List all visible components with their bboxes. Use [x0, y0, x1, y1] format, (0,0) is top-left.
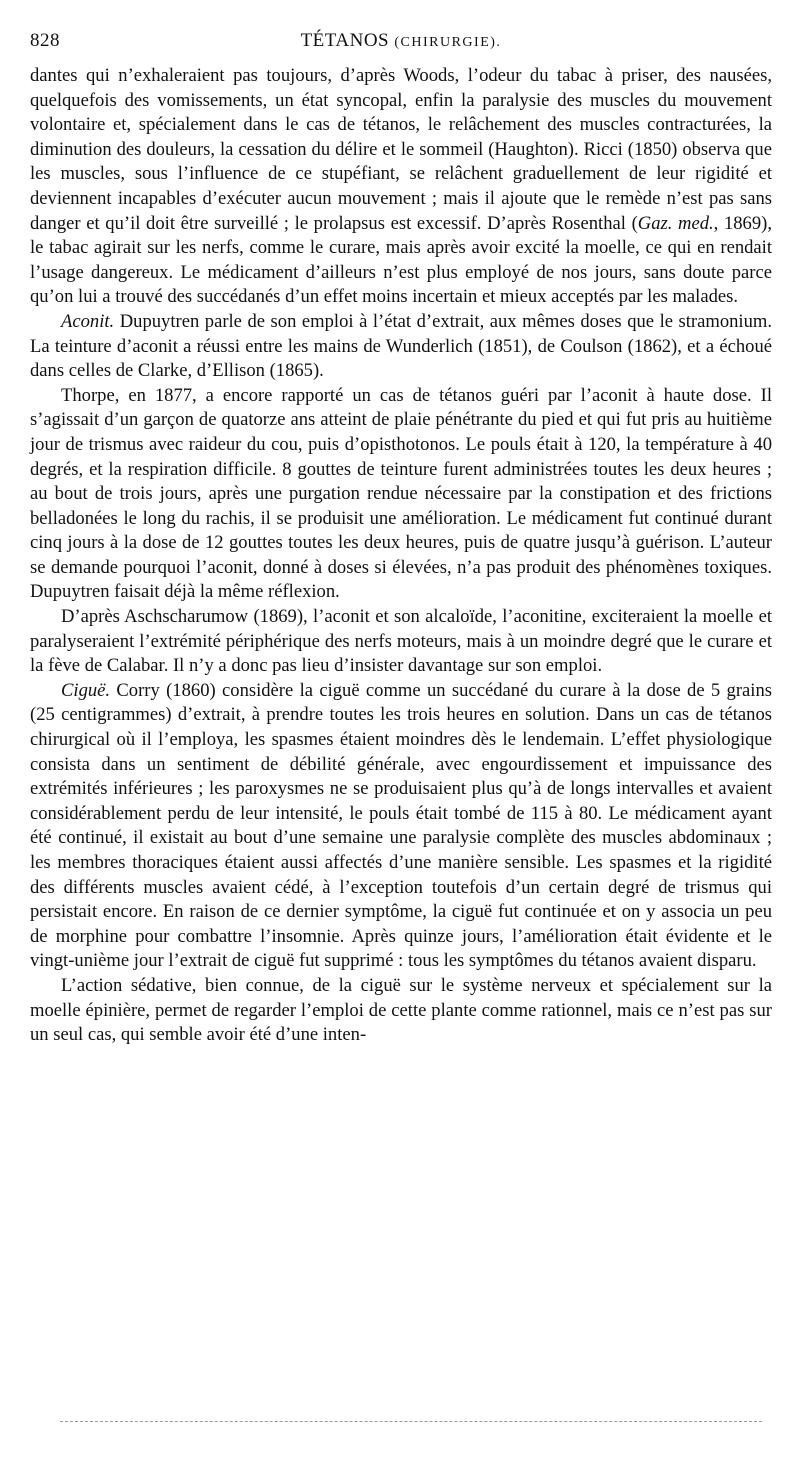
- footer-rule: [60, 1421, 762, 1422]
- paragraph-text: Corry (1860) considère la ciguë comme un succédané du curare à la dose de 5 grains (25 centigrammes) d’extrait, à prendre toutes les trois heures en solution. Dans un cas de tétanos chirurgical où il l’employa, les spasmes étaient moindres dès le lendemain. L’effet physiologique consista dans un sentiment de débilité générale, avec engourdissement et impuissance des extrémités inférieures ; les paroxysmes ne se produisaient plus qu’à de longs intervalles et avaient considérablement perdu de leur intensité, le pouls était tombé de 115 à 80. Le médicament ayant été continué, il existait au bout d’une semaine une paralysie complète des muscles abdominaux ; les membres thoraciques étaient aussi affectés d’une manière sensible. Les spasmes et la rigidité des différents muscles avaient cédé, à l’exception toutefois d’un certain degré de trismus qui persistait encore. En raison de ce dernier symptôme, la ciguë fut continuée et on y associa un peu de morphine pour combattre l’insomnie. Après quinze jours, l’amélioration était évidente et le vingt-unième jour l’extrait de ciguë fut supprimé : tous les symptômes du tétanos avaient disparu.: [30, 679, 772, 972]
- page-number: 828: [30, 30, 60, 51]
- paragraph-text: dantes qui n’exhaleraient pas toujours, d’après Woods, l’odeur du tabac à priser, des nausées, quelquefois des vomissements, un état syncopal, enfin la paralysie des muscles du mouvement volontaire et, spécialement dans le cas de tétanos, le relâchement des muscles contracturées, la diminution des douleurs, la cessation du délire et le sommeil (Haughton). Ricci (1850) observa que les muscles, sous l’influence de ce stupéfiant, se relâchent graduellement de leur rigidité et deviennent incapables d’exécuter aucun mouvement ; mais il ajoute que le remède n’est pas sans danger et qu’il doit être surveillé ; le prolapsus est excessif. D’après Rosenthal (: [30, 65, 772, 234]
- paragraph-tabac: [30, 64, 772, 310]
- running-title-main: TÉTANOS: [300, 30, 390, 51]
- paragraph-text: L’action sédative, bien connue, de la ciguë sur le système nerveux et spécialement sur la moelle épinière, permet de regarder l’emploi de cette plante comme rationnel, mais ce n’est pas sur un seul cas, qui semble avoir été d’une inten-: [30, 974, 772, 1046]
- journal-reference: Gaz. med.: [637, 212, 714, 234]
- body-text: [30, 64, 772, 1048]
- paragraph-text: Dupuytren parle de son emploi à l’état d’extrait, aux mêmes doses que le stramonium. La teinture d’aconit a réussi entre les mains de Wunderlich (1851), de Coulson (1862), et a échoué dans celles de Clarke, d’Ellison (1865).: [30, 310, 772, 382]
- running-head: [30, 28, 772, 60]
- paragraph-action-sedative: [30, 974, 772, 1048]
- paragraph-text: D’après Aschscharumow (1869), l’aconit et son alcaloïde, l’aconitine, exciteraient la moelle et paralyseraient l’extrémité périphérique des nerfs moteurs, mais à un moindre degré que le curare et la fève de Calabar. Il n’y a donc pas lieu d’insister davantage sur son emploi.: [30, 606, 772, 677]
- paragraph-aschscharumow: [30, 605, 772, 679]
- paragraph-aconit: [30, 310, 772, 384]
- section-lead-aconit: Aconit.: [61, 310, 115, 332]
- paragraph-text-continued: , 1869), le tabac agirait sur les nerfs, comme le curare, mais après avoir excité la moelle, ce qui en rendait l’usage dangereux. Le médicament d’ailleurs n’est plus employé de nos jours, sans doute parce qu’on lui a trouvé des succédanés d’un effet moins incertain et mieux acceptés par les malades.: [30, 212, 772, 308]
- paragraph-text: Thorpe, en 1877, a encore rapporté un cas de tétanos guéri par l’aconit à haute dose. Il s’agissait d’un garçon de quatorze ans atteint de plaie pénétrante du pied et qui fut pris au huitième jour de trismus avec raideur du cou, puis d’opisthotonos. Le pouls était à 120, la température à 40 degrés, et la respiration difficile. 8 gouttes de teinture furent administrées toutes les deux heures ; au bout de trois jours, après une purgation rendue nécessaire par la constipation et des frictions belladonées le long du rachis, il se produisit une amélioration. Le médicament fut continué durant cinq jours à la dose de 12 gouttes toutes les deux heures, puis de quatre jusqu’à guérison. L’auteur se demande pourquoi l’aconit, donné à doses si élevées, n’a pas produit des phénomènes toxiques. Dupuytren faisait déjà la même réflexion.: [30, 384, 772, 603]
- paragraph-cigue: [30, 679, 772, 974]
- running-title-sub: (CHIRURGIE).: [394, 35, 502, 50]
- page: [30, 28, 772, 1048]
- paragraph-thorpe: [30, 384, 772, 605]
- section-lead-cigue: Ciguë.: [61, 679, 111, 701]
- running-title: [30, 30, 772, 52]
